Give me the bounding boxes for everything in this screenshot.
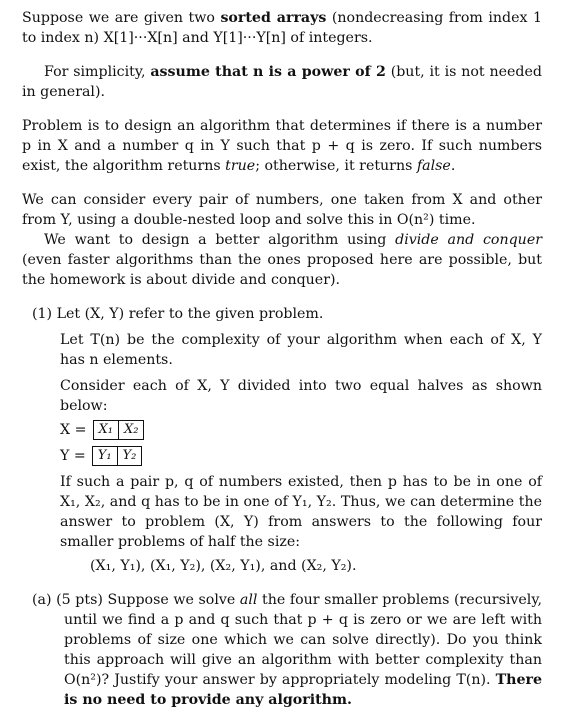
simplicity-text-cont: (but, it is not needed in general). <box>22 64 542 100</box>
simplicity-paragraph <box>22 62 542 102</box>
simplicity-text: For simplicity, <box>44 64 151 80</box>
part-a-text: (a) (5 pts) Suppose we solve <box>32 592 240 608</box>
y1-half: Y₁ <box>97 448 112 463</box>
part-a-question <box>32 590 542 710</box>
true-keyword: true <box>225 158 256 174</box>
x-label: X = <box>60 422 87 438</box>
all-emphasis: all <box>239 592 258 608</box>
pair-reasoning: If such a pair p, q of numbers existed, then p has to be in one of X₁, X₂, and q has to be in one of Y₁, Y₂. Thus, we can determine the answer to problem (X, Y) from answers to the following four smaller problems of half the size: <box>60 474 542 550</box>
no-algorithm-note: There is no need to provide any algorithm. <box>64 672 542 708</box>
subproblem-list: (X₁, Y₁), (X₁, Y₂), (X₂, Y₁), and (X₂, Y₂). <box>90 558 357 574</box>
x2-half: X₂ <box>118 421 143 439</box>
part-a-text-cont: the four smaller problems (recursively, until we find a p and q such that p + q is zero or we are left with problems of size one which we can solve directly). Do you think this approach will give an algorithm with better complexity than O(n²)? Justify your answer by appropriately modeling T(n). <box>64 592 542 688</box>
naive-paragraph: We can consider every pair of numbers, one taken from X and other from Y, using a double-nested loop and solve this in O(n²) time. <box>22 192 542 228</box>
intro-text-cont: (nondecreasing from index 1 to index n) X[1]···X[n] and Y[1]···Y[n] of integers. <box>22 10 542 46</box>
dc-text-cont: (even faster algorithms than the ones proposed here are possible, but the homework is about divide and conquer). <box>22 252 542 288</box>
section-1-heading: (1) Let (X, Y) refer to the given problem. <box>32 306 324 322</box>
divide-and-conquer-emphasis: divide and conquer <box>395 232 542 248</box>
x1-half: X₁ <box>98 422 113 437</box>
halves-intro: Consider each of X, Y divided into two equal halves as shown below: <box>60 378 542 414</box>
problem-paragraph <box>22 116 542 176</box>
problem-text-cont: ; otherwise, it returns <box>255 158 417 174</box>
problem-text: Problem is to design an algorithm that determines if there is a number p in X and a number q in Y such that p + q is zero. If such numbers exist, the algorithm returns <box>22 118 542 174</box>
y-halves-box <box>92 446 143 466</box>
intro-paragraph <box>22 8 542 48</box>
x-partition <box>60 420 542 440</box>
dc-text: We want to design a better algorithm using <box>44 232 396 248</box>
false-keyword: false <box>416 158 451 174</box>
y2-half: Y₂ <box>117 447 142 465</box>
sorted-arrays-emphasis: sorted arrays <box>220 10 327 26</box>
intro-text: Suppose we are given two <box>22 10 221 26</box>
divide-conquer-paragraph <box>22 230 542 290</box>
power-of-two-emphasis: assume that n is a power of 2 <box>150 64 386 80</box>
y-label: Y = <box>60 448 86 464</box>
x-halves-box <box>93 420 145 440</box>
y-partition <box>60 446 542 466</box>
complexity-definition: Let T(n) be the complexity of your algorithm when each of X, Y has n elements. <box>60 332 542 368</box>
problem-statement <box>22 8 542 710</box>
problem-text-end: . <box>450 158 456 174</box>
